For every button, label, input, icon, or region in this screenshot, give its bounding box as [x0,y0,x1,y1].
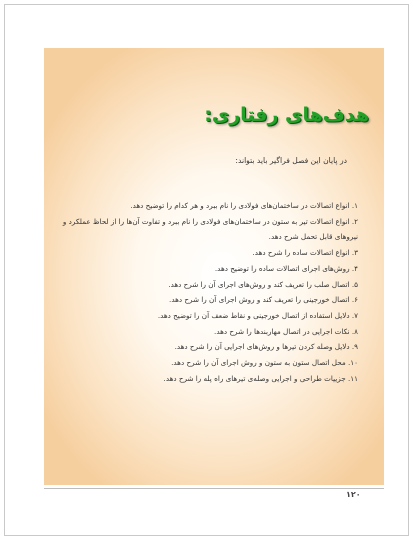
list-item: ۸. نکات اجرایی در اتصال مهاربندها را شرح دهد. [214,326,358,336]
list-item: ۱۰. محل اتصال ستون به ستون و روش اجرای آن را شرح دهد. [171,358,358,368]
intro-text: در پایان این فصل فراگیر باید بتواند: [235,156,347,165]
page-title: هدف‌های رفتاری: [204,104,369,126]
list-item: ۲. انواع اتصالات تیر به ستون در ساختمان‌های فولادی را نام ببرد و تفاوت آن‌ها را از لحاظ عملکرد و نیروهای قابل تحمل شرح دهد. [62,216,358,242]
page-number: ۱۲۰ [346,490,361,499]
list-item: ۴. روش‌های اجرای اتصالات ساده را توضیح دهد. [214,263,358,273]
list-item: ۵. اتصال صلب را تعریف کند و روش‌های اجرای آن را شرح دهد. [168,279,358,289]
list-item: ۶. اتصال خورجینی را تعریف کند و روش اجرای آن را شرح دهد. [169,295,358,305]
footer-divider [44,488,384,489]
list-item: ۳. انواع اتصالات ساده را شرح دهد. [252,248,358,258]
list-item: ۹. دلایل وصله کردن تیرها و روش‌های اجرایی آن را شرح دهد. [174,342,358,352]
list-item: ۷. دلایل استفاده از اتصال خورجینی و نقاط ضعف آن را توضیح دهد. [157,310,358,320]
list-item: ۱۱. جزییات طراحی و اجرایی وصله‌ی تیرهای راه پله را شرح دهد. [163,373,358,383]
list-item: ۱. انواع اتصالات در ساختمان‌های فولادی را نام ببرد و هر کدام را توضیح دهد. [130,201,358,210]
objectives-list [58,198,358,386]
